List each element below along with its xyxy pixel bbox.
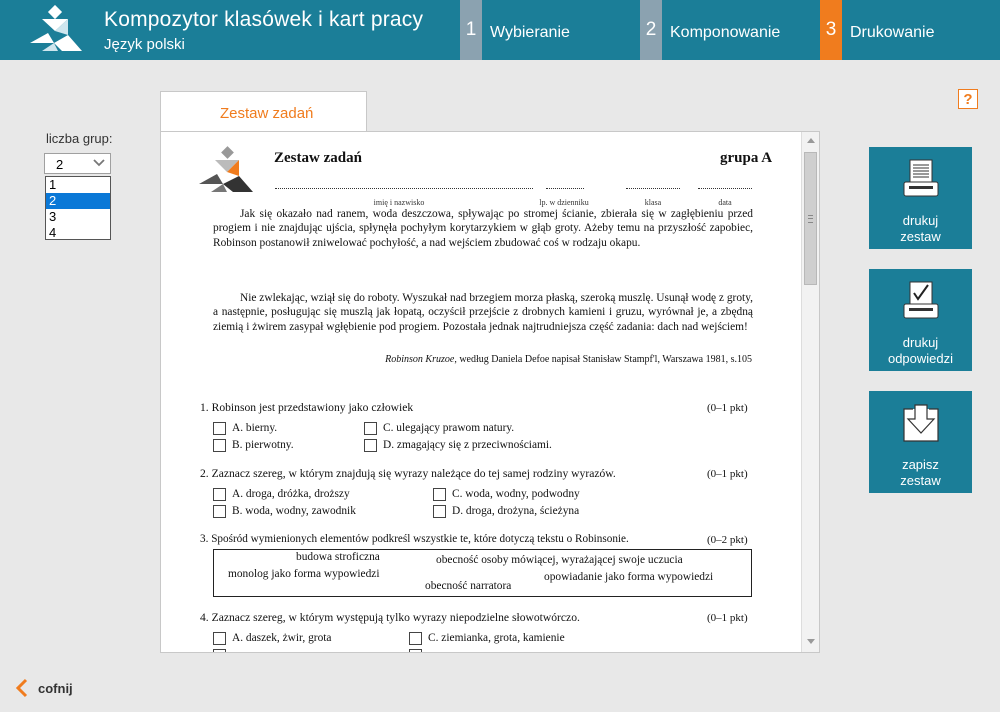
printer-icon — [902, 159, 940, 199]
question-2 — [200, 467, 616, 480]
question-number: 1. — [200, 401, 209, 414]
word-item[interactable]: obecność narratora — [425, 580, 512, 592]
answer-checkbox[interactable] — [433, 505, 446, 518]
citation-title: Robinson Kruzoe — [385, 354, 455, 365]
app-logo-icon — [28, 5, 84, 55]
document-logo-icon — [197, 146, 255, 196]
question-points: (0–1 pkt) — [707, 468, 748, 480]
date-line — [698, 184, 752, 189]
scroll-up-icon[interactable] — [807, 138, 815, 143]
question-3 — [200, 533, 629, 545]
field-caption: klasa — [644, 198, 662, 207]
answer-option: D. zmagający się z przeciwnościami. — [383, 439, 552, 451]
answer-checkbox[interactable] — [409, 632, 422, 645]
question-number: 4. — [200, 611, 209, 624]
save-set-button[interactable] — [869, 391, 972, 493]
grip-icon — [808, 215, 813, 223]
answer-checkbox[interactable] — [213, 422, 226, 435]
back-label: cofnij — [38, 681, 73, 696]
help-button[interactable]: ? — [958, 89, 978, 109]
word-item[interactable]: monolog jako forma wypowiedzi — [228, 568, 380, 580]
question-1 — [200, 401, 413, 414]
print-set-button[interactable] — [869, 147, 972, 249]
answer-option: C. ziemianka, grota, kamienie — [428, 632, 565, 644]
document-title: Zestaw zadań — [274, 150, 362, 166]
step-label: Wybieranie — [490, 24, 570, 41]
citation — [213, 354, 752, 365]
question-points: (0–1 pkt) — [707, 402, 748, 414]
print-answers-button[interactable] — [869, 269, 972, 371]
text-paragraph: Nie zwlekając, wziął się do roboty. Wyszukał nad brzegiem morza płaską, szeroką muszlę. Usunął wodę z groty, a następnie, posługując się muszlą jak łopatą, oczyścił przejście z drobnych kamieni i gruzu, wyrównał je, a zbędną ziemią i żwirem zasypał wgłębienie pod progiem. Pozostała jednak najtrudniejsza część zadania: dach nad wejściem! — [213, 292, 753, 333]
groups-selected-value: 2 — [56, 157, 64, 172]
answer-checkbox[interactable] — [213, 505, 226, 518]
tab-label: Zestaw zadań — [220, 105, 314, 122]
answer-option: B. pierwotny. — [232, 439, 294, 451]
tab-zestaw-zadan[interactable] — [160, 91, 367, 131]
citation-rest: , według Daniela Defoe napisał Stanisław Stampf'l, Warszawa 1981, s.105 — [454, 354, 752, 365]
question-text: Zaznacz szereg, w którym występują tylko wyrazy niepodzielne słowotwórczo. — [211, 611, 580, 624]
word-box — [213, 549, 752, 597]
groups-label: liczba grup: — [46, 131, 113, 146]
question-text: Zaznacz szereg, w którym znajdują się wyrazy należące do tej samej rodziny wyrazów. — [211, 467, 616, 480]
question-text: Spośród wymienionych elementów podkreśl wszystkie te, które dotyczą tekstu o Robinsonie. — [211, 533, 629, 545]
step-komponowanie[interactable] — [640, 0, 820, 60]
word-item[interactable]: opowiadanie jako forma wypowiedzi — [544, 571, 714, 583]
question-4 — [200, 611, 580, 624]
groups-option[interactable]: 4 — [49, 225, 57, 240]
step-number: 3 — [820, 0, 842, 60]
answer-option: B. woda, wodny, zawodnik — [232, 505, 356, 517]
scroll-thumb[interactable] — [804, 152, 817, 285]
answer-option: D. droga, drożyna, ścieżyna — [452, 505, 580, 517]
answer-option: A. daszek, żwir, grota — [232, 632, 332, 644]
answer-checkbox[interactable] — [433, 488, 446, 501]
document-group: grupa A — [720, 150, 773, 166]
word-item[interactable]: budowa stroficzna — [296, 551, 380, 563]
step-number: 1 — [460, 0, 482, 60]
answer-checkbox[interactable] — [213, 649, 226, 653]
step-wybieranie[interactable] — [460, 0, 640, 60]
answer-checkbox[interactable] — [213, 488, 226, 501]
answer-checkbox[interactable] — [213, 632, 226, 645]
step-drukowanie[interactable] — [820, 0, 1000, 60]
answer-option: C. ulegający prawom natury. — [383, 422, 515, 434]
groups-select[interactable] — [44, 153, 111, 174]
save-download-icon — [902, 403, 940, 443]
print-answers-label: drukuj odpowiedzi — [887, 335, 954, 366]
question-number: 3. — [200, 533, 209, 545]
question-points: (0–1 pkt) — [707, 612, 748, 624]
field-caption: data — [718, 198, 732, 207]
answer-checkbox[interactable] — [213, 439, 226, 452]
answer-checkbox[interactable] — [364, 422, 377, 435]
groups-dropdown-list — [45, 176, 111, 240]
name-line — [275, 184, 533, 189]
class-line — [626, 184, 680, 189]
document-scrollbar[interactable] — [801, 132, 820, 652]
answer-checkbox[interactable] — [409, 649, 422, 653]
scroll-down-icon[interactable] — [807, 639, 815, 644]
app-header — [0, 0, 1000, 60]
field-caption: imię i nazwisko — [373, 198, 425, 207]
step-label: Drukowanie — [850, 24, 935, 41]
question-text: Robinson jest przedstawiony jako człowiek — [211, 401, 414, 414]
question-number: 2. — [200, 467, 209, 480]
chevron-left-icon — [14, 678, 30, 698]
chevron-down-icon — [92, 156, 106, 170]
document-preview — [160, 131, 820, 653]
question-points: (0–2 pkt) — [707, 534, 748, 546]
step-label: Komponowanie — [670, 24, 781, 41]
save-set-label: zapisz zestaw — [900, 457, 941, 488]
text-paragraph: Jak się okazało nad ranem, woda deszczowa, spływając po stromej ścianie, zbierała się w zagłębieniu przed progiem i nie znajdując ujścia, spłynęła pochyłym korytarzykiem w głąb groty. Ażeby temu na przyszłość zapobiec, Robinson postanowił zniwelować pochyłość, a nad wejściem zbudować coś w rodzaju okapu. — [213, 208, 753, 249]
groups-option[interactable]: 3 — [49, 209, 57, 224]
print-set-label: drukuj zestaw — [900, 213, 941, 244]
app-title: Kompozytor klasówek i kart pracy — [104, 8, 424, 31]
groups-option-selected[interactable]: 2 — [46, 193, 110, 209]
answer-option: C. woda, wodny, podwodny — [452, 488, 580, 500]
field-caption: lp. w dzienniku — [539, 198, 589, 207]
groups-option[interactable]: 1 — [49, 177, 57, 192]
step-number: 2 — [640, 0, 662, 60]
app-subtitle: Język polski — [104, 36, 185, 53]
answer-checkbox[interactable] — [364, 439, 377, 452]
register-line — [546, 184, 584, 189]
word-item[interactable]: obecność osoby mówiącej, wyrażającej swoje uczucia — [436, 554, 683, 566]
answer-option: A. bierny. — [232, 422, 278, 434]
printer-check-icon — [902, 281, 940, 321]
answer-option: A. droga, dróżka, droższy — [232, 488, 350, 500]
